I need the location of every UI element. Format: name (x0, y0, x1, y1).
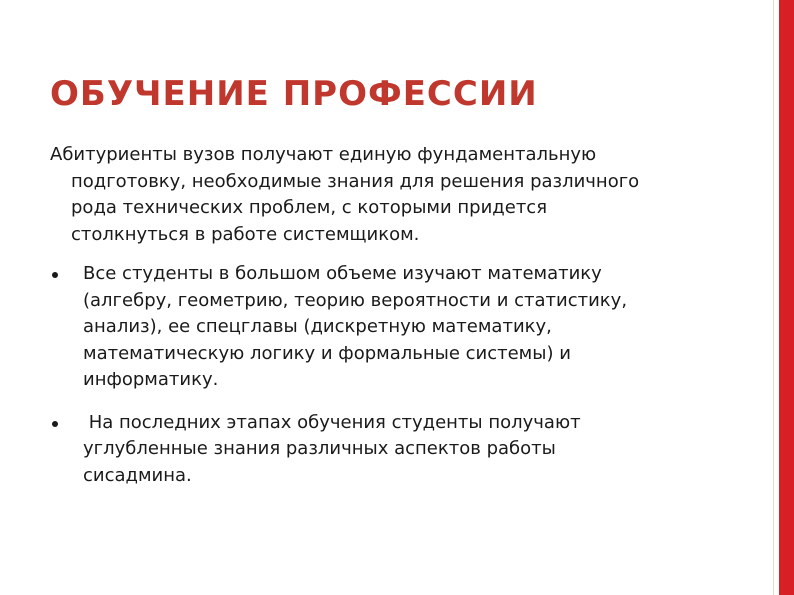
bullet-list (50, 261, 740, 489)
intro-line: подготовку, необходимые знания для решения различного (71, 170, 640, 192)
bullet-line: математическую логику и формальные системы) и (83, 342, 571, 364)
bullet-line: (алгебру, геометрию, теорию вероятности и статистику, (83, 289, 628, 311)
slide-title: ОБУЧЕНИЕ ПРОФЕССИИ (50, 74, 538, 114)
bullet-line: углубленные знания различных аспектов работы (83, 438, 556, 459)
edge-rule (773, 0, 774, 595)
intro-line: Абитуриенты вузов получают единую фундаментальную (50, 144, 597, 165)
intro-paragraph (50, 142, 740, 248)
bullet-line: анализ), ее спецглавы (дискретную математику, (83, 316, 552, 337)
bullet-dot-icon (52, 272, 58, 278)
bullet-item (50, 261, 740, 394)
bullet-line: сисадмина. (83, 464, 192, 486)
bullet-item (50, 410, 740, 490)
bullet-line: Все студенты в большом объеме изучают математику (83, 263, 602, 284)
intro-line: рода технических проблем, с которыми придется (71, 197, 548, 218)
bullet-line: На последних этапах обучения студенты получают (83, 411, 581, 433)
accent-bar (779, 0, 794, 595)
bullet-line: информатику. (83, 369, 219, 390)
bullet-dot-icon (52, 421, 58, 427)
intro-line: столкнуться в работе системщиком. (71, 223, 420, 245)
